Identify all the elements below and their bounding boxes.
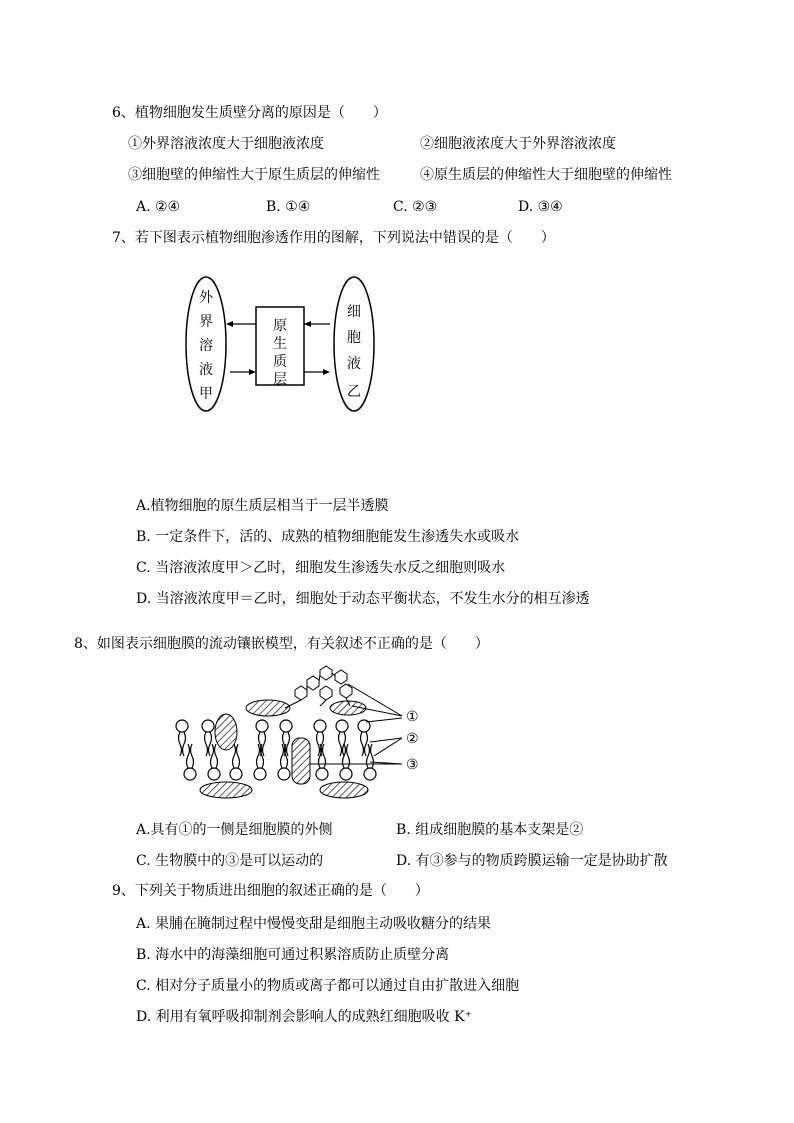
q6-option-c[interactable]: C. ②③ [393,199,438,215]
q6-statement-4: ④原生质层的伸缩性大于细胞壁的伸缩性 [420,167,672,183]
q6-statement-1: ①外界溶液浓度大于细胞液浓度 [128,136,324,152]
arrowhead-right-2 [323,369,330,375]
q9-option-c[interactable]: C. 相对分子质量小的物质或离子都可以通过自由扩散进入细胞 [136,978,520,994]
surface-protein-bottom-2 [320,782,368,798]
center-char-3: 层 [273,372,287,388]
q6-option-a[interactable]: A. ②④ [136,199,181,215]
q7-option-b[interactable]: B. 一定条件下，活的、成熟的植物细胞能发生渗透失水或吸水 [136,529,520,545]
q8-option-c[interactable]: C. 生物膜中的③是可以运动的 [136,853,324,869]
right-char-1: 胞 [347,330,361,346]
membrane-model-diagram [170,662,440,807]
right-char-3: 乙 [347,384,361,400]
phospholipid-top-row [176,720,370,756]
q8-option-b[interactable]: B. 组成细胞膜的基本支架是② [396,822,584,838]
q9-option-b[interactable]: B. 海水中的海藻细胞可通过积累溶质防止质壁分离 [136,947,450,963]
left-char-1: 界 [199,314,213,330]
osmosis-diagram [180,272,390,417]
center-char-1: 生 [273,336,287,352]
q6-statement-3: ③细胞壁的伸缩性大于原生质层的伸缩性 [128,167,380,183]
arrowhead-left-2 [304,321,311,327]
q7-option-c[interactable]: C. 当溶液浓度甲＞乙时，细胞发生渗透失水反之细胞则吸水 [136,560,506,576]
q7-option-a[interactable]: A.植物细胞的原生质层相当于一层半透膜 [136,498,389,514]
phospholipid-bottom-row [184,744,376,780]
left-char-2: 溶 [199,338,213,354]
center-char-0: 原 [273,318,287,334]
surface-protein-bottom-1 [200,782,252,798]
label-2: ② [406,731,419,747]
q8-option-d[interactable]: D. 有③参与的物质跨膜运输一定是协助扩散 [396,853,668,869]
leader-lines [310,684,402,764]
q6-stem: 6、植物细胞发生质壁分离的原因是（ ） [112,105,387,121]
surface-protein-top [246,700,290,716]
left-char-0: 外 [199,290,213,306]
q9-option-d[interactable]: D. 利用有氧呼吸抑制剂会影响人的成熟红细胞吸收 K⁺ [136,1009,472,1025]
q7-option-d[interactable]: D. 当溶液浓度甲＝乙时，细胞处于动态平衡状态，不发生水分的相互渗透 [136,591,590,607]
left-char-4: 甲 [199,386,213,402]
arrowhead-left-1 [226,321,233,327]
q6-option-d[interactable]: D. ③④ [518,199,563,215]
q6-option-b[interactable]: B. ①④ [266,199,311,215]
arrowhead-right-1 [249,369,256,375]
q9-stem: 9、下列关于物质进出细胞的叙述正确的是（ ） [112,883,429,899]
label-3: ③ [406,757,419,773]
transmembrane-protein [292,738,310,784]
embedded-protein-1 [215,714,237,750]
q8-option-a[interactable]: A.具有①的一侧是细胞膜的外侧 [136,822,333,838]
center-char-2: 质 [273,354,287,370]
q7-stem: 7、若下图表示植物细胞渗透作用的图解，下列说法中错误的是（ ） [112,230,555,246]
right-char-0: 细 [347,304,361,320]
label-1: ① [406,709,419,725]
q6-statement-2: ②细胞液浓度大于外界溶液浓度 [420,136,616,152]
right-char-2: 液 [347,356,361,372]
q9-option-a[interactable]: A. 果脯在腌制过程中慢慢变甜是细胞主动吸收糖分的结果 [136,916,492,932]
left-char-3: 液 [199,362,213,378]
q8-stem: 8、如图表示细胞膜的流动镶嵌模型，有关叙述不正确的是（ ） [74,636,489,652]
